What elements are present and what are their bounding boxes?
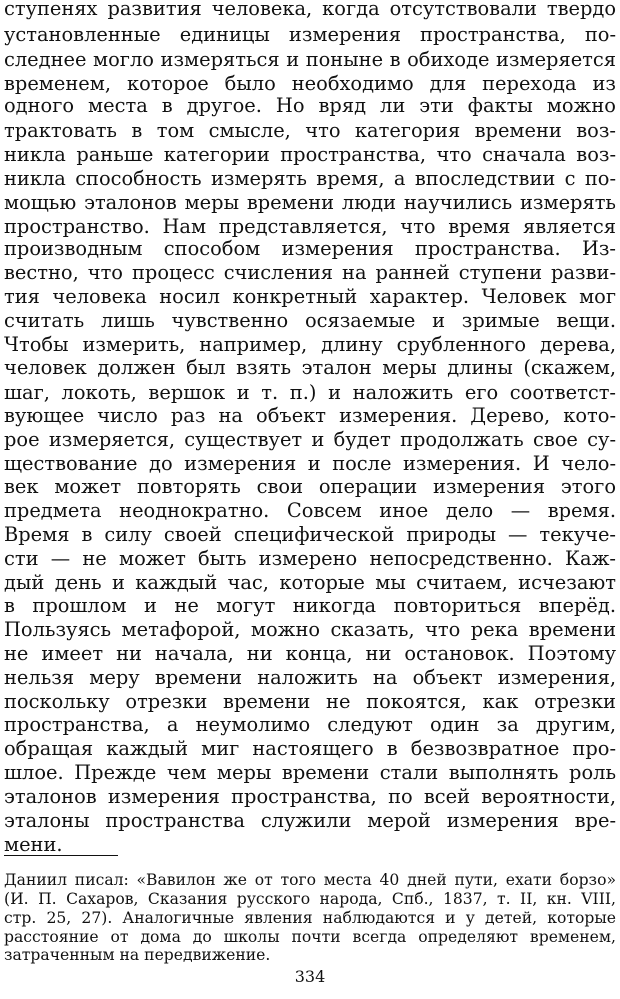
body-text-line: вестно, что процесс счисления на ранней ступени разви-: [4, 261, 616, 284]
body-text-line: ступенях развития человека, когда отсутствовали твердо: [4, 0, 616, 20]
body-text-line: мощью эталонов меры времени люди научились измерять: [4, 191, 616, 214]
footnote-line: затраченным на передвижение.: [4, 946, 271, 964]
footnote-line: (И. П. Сахаров, Сказания русского народа, Спб., 1837, т. II, кн. VIII,: [4, 890, 616, 908]
body-text-line: шлое. Прежде чем меры времени стали выполнять роль: [4, 761, 616, 784]
body-text-line: пространство. Нам представляется, что время является: [4, 215, 616, 238]
body-text-line: вующее число раз на объект измерения. Дерево, кото-: [4, 404, 616, 427]
body-text-line: предмета неоднократно. Совсем иное дело — время.: [4, 499, 616, 522]
body-text-line: в прошлом и не могут никогда повториться вперёд.: [4, 594, 616, 617]
body-text-line: никла раньше категории пространства, что сначала воз-: [4, 143, 616, 166]
body-text-line: шаг, локоть, вершок и т. п.) и наложить его соответст-: [4, 381, 616, 404]
body-text-line: ществование до измерения и после измерения. И чело-: [4, 452, 616, 475]
body-text-line: Пользуясь метафорой, можно сказать, что река времени: [4, 618, 616, 641]
body-text-line: трактовать в том смысле, что категория времени воз-: [4, 119, 616, 142]
body-text-line: тия человека носил конкретный характер. Человек мог: [4, 285, 616, 308]
body-text-line: установленные единицы измерения пространства, по-: [4, 23, 616, 46]
footnote-separator: [4, 855, 118, 856]
body-text-line: дый день и каждый час, которые мы считаем, исчезают: [4, 571, 616, 594]
body-text-line: эталонов измерения пространства, по всей вероятности,: [4, 785, 616, 808]
body-text-line: сти — не может быть измерено непосредственно. Каж-: [4, 547, 616, 570]
body-text-line: нельзя меру времени наложить на объект измерения,: [4, 666, 616, 689]
page-number: 334: [294, 967, 326, 986]
footnote-line: стр. 25, 27). Аналогичные явления наблюдаются и у детей, которые: [4, 909, 616, 927]
body-text-line: пространства, а неумолимо следуют один за другим,: [4, 713, 616, 736]
body-text-line: Чтобы измерить, например, длину срубленного дерева,: [4, 333, 616, 356]
body-text-line: поскольку отрезки времени не покоятся, как отрезки: [4, 690, 616, 713]
footnote-line: Даниил писал: «Вавилон же от того места 40 дней пути, ехати борзо»: [4, 871, 616, 889]
body-text-line: век может повторять свои операции измерения этого: [4, 475, 616, 498]
body-text-line: рое измеряется, существует и будет продолжать свое су-: [4, 428, 616, 451]
body-text-line: временем, которое было необходимо для перехода из: [4, 72, 616, 95]
body-text-line: обращая каждый миг настоящего в безвозвратное про-: [4, 737, 616, 760]
body-text-line: считать лишь чувственно осязаемые и зримые вещи.: [4, 309, 616, 332]
body-text-line: производным способом измерения пространства. Из-: [4, 237, 616, 260]
body-text-line: никла способность измерять время, а впоследствии с по-: [4, 167, 616, 190]
footnote-line: расстояние от дома до школы почти всегда определяют временем,: [4, 928, 616, 946]
body-text-line: эталоны пространства служили мерой измерения вре-: [4, 809, 616, 832]
body-text-line: одного места в другое. Но вряд ли эти факты можно: [4, 94, 616, 117]
body-text-line: следнее могло измеряться и поныне в обиходе измеряется: [4, 48, 616, 71]
body-text-line: не имеет ни начала, ни конца, ни остановок. Поэтому: [4, 642, 616, 665]
body-text-line: Время в силу своей специфической природы — текуче-: [4, 523, 616, 546]
body-text-line: человек должен был взять эталон меры длины (скажем,: [4, 356, 616, 379]
body-text-line: мени.: [4, 833, 63, 856]
